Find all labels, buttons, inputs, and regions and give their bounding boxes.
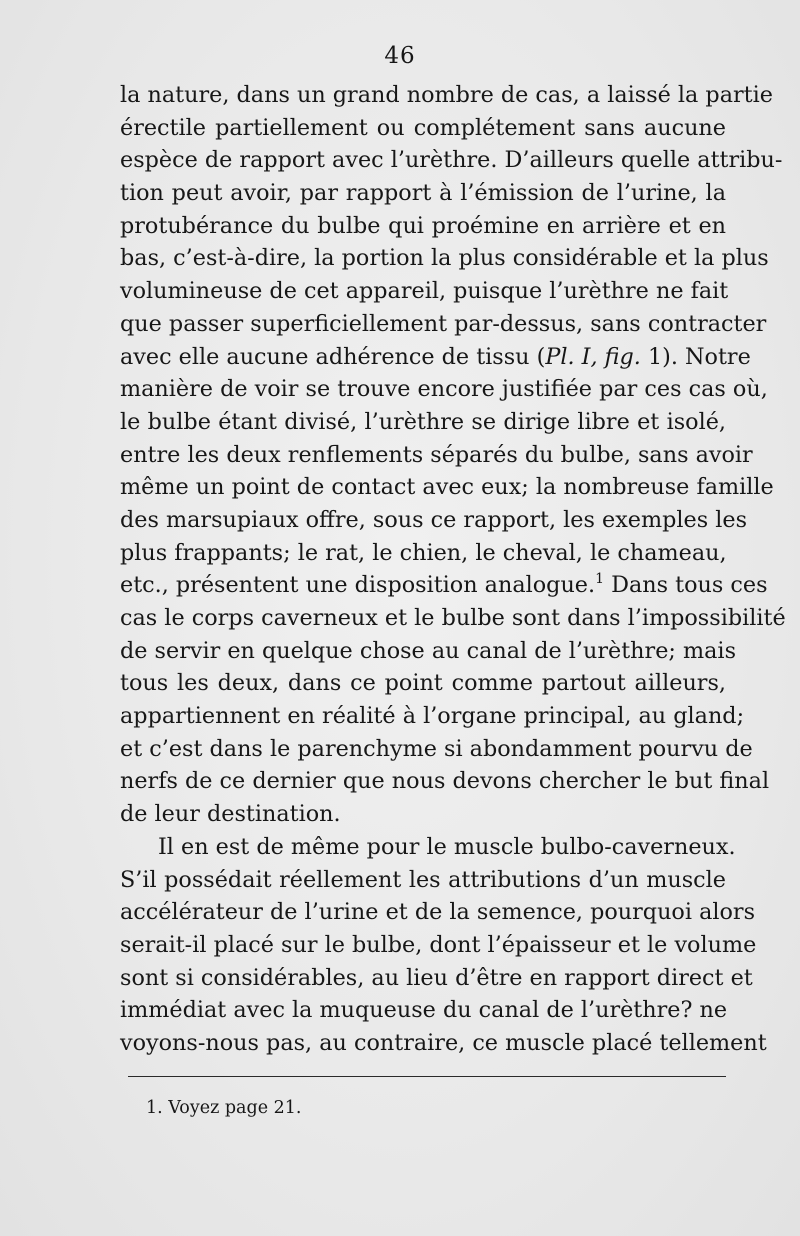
text-line: la nature, dans un grand nombre de cas, a laissé la partie	[120, 82, 773, 108]
body-text	[120, 79, 786, 1060]
text-line: plus frappants; le rat, le chien, le cheval, le chameau,	[120, 539, 727, 566]
text-segment: avec elle aucune adhérence de tissu (	[120, 343, 546, 370]
text-line: accélérateur de l’urine et de la semence, pourquoi alors	[120, 899, 756, 926]
text-line: cas le corps caverneux et le bulbe sont dans l’impossibilité	[120, 605, 786, 631]
footnote-marker: 1	[595, 571, 605, 588]
text-line: que passer superficiellement par-dessus, sans contracter	[120, 310, 767, 337]
text-line: voyons-nous pas, au contraire, ce muscle placé tellement	[120, 1029, 767, 1056]
text-line: protubérance du bulbe qui proémine en arrière et en	[120, 212, 726, 239]
text-line: S’il possédait réellement les attributions d’un muscle	[120, 866, 726, 893]
footnote-rule	[128, 1076, 726, 1077]
text-line	[120, 569, 768, 602]
footnote: 1. Voyez page 21.	[146, 1098, 302, 1118]
text-line: même un point de contact avec eux; la nombreuse famille	[120, 474, 774, 501]
text-line: des marsupiaux offre, sous ce rapport, les exemples les	[120, 506, 748, 533]
text-line: appartiennent en réalité à l’organe principal, au gland;	[120, 703, 745, 730]
text-line: tous les deux, dans ce point comme partout ailleurs,	[120, 670, 726, 697]
text-line: entre les deux renflements séparés du bulbe, sans avoir	[120, 441, 753, 468]
text-line: le bulbe étant divisé, l’urèthre se dirige libre et isolé,	[120, 408, 726, 435]
text-line: de servir en quelque chose au canal de l’urèthre; mais	[120, 637, 737, 664]
text-line: manière de voir se trouve encore justifiée par ces cas où,	[120, 376, 768, 403]
text-line: serait-il placé sur le bulbe, dont l’épaisseur et le volume	[120, 931, 757, 958]
text-line: Il en est de même pour le muscle bulbo-caverneux.	[158, 833, 736, 860]
text-segment: etc., présentent une disposition analogue.	[120, 572, 596, 599]
figure-reference: Pl. I, fig.	[545, 343, 641, 370]
text-line: tion peut avoir, par rapport à l’émission de l’urine, la	[120, 180, 726, 207]
text-line: nerfs de ce dernier que nous devons chercher le but final	[120, 768, 770, 795]
page-number: 46	[384, 43, 416, 69]
text-segment: 1). Notre	[640, 343, 751, 370]
text-line: immédiat avec la muqueuse du canal de l’urèthre? ne	[120, 997, 728, 1024]
text-line: et c’est dans le parenchyme si abondamment pourvu de	[120, 735, 753, 762]
text-line: volumineuse de cet appareil, puisque l’urèthre ne fait	[120, 278, 729, 305]
text-line: bas, c’est-à-dire, la portion la plus considérable et la plus	[120, 245, 769, 272]
text-line: de leur destination.	[120, 801, 341, 828]
text-segment: Dans tous ces	[604, 572, 768, 599]
paragraph	[120, 831, 767, 1060]
paragraph	[120, 79, 786, 831]
text-line: érectile partiellement ou complétement sans aucune	[120, 114, 726, 141]
text-line	[120, 341, 751, 374]
text-line: sont si considérables, au lieu d’être en rapport direct et	[120, 964, 753, 991]
text-line: espèce de rapport avec l’urèthre. D’ailleurs quelle attribu-	[120, 147, 783, 174]
